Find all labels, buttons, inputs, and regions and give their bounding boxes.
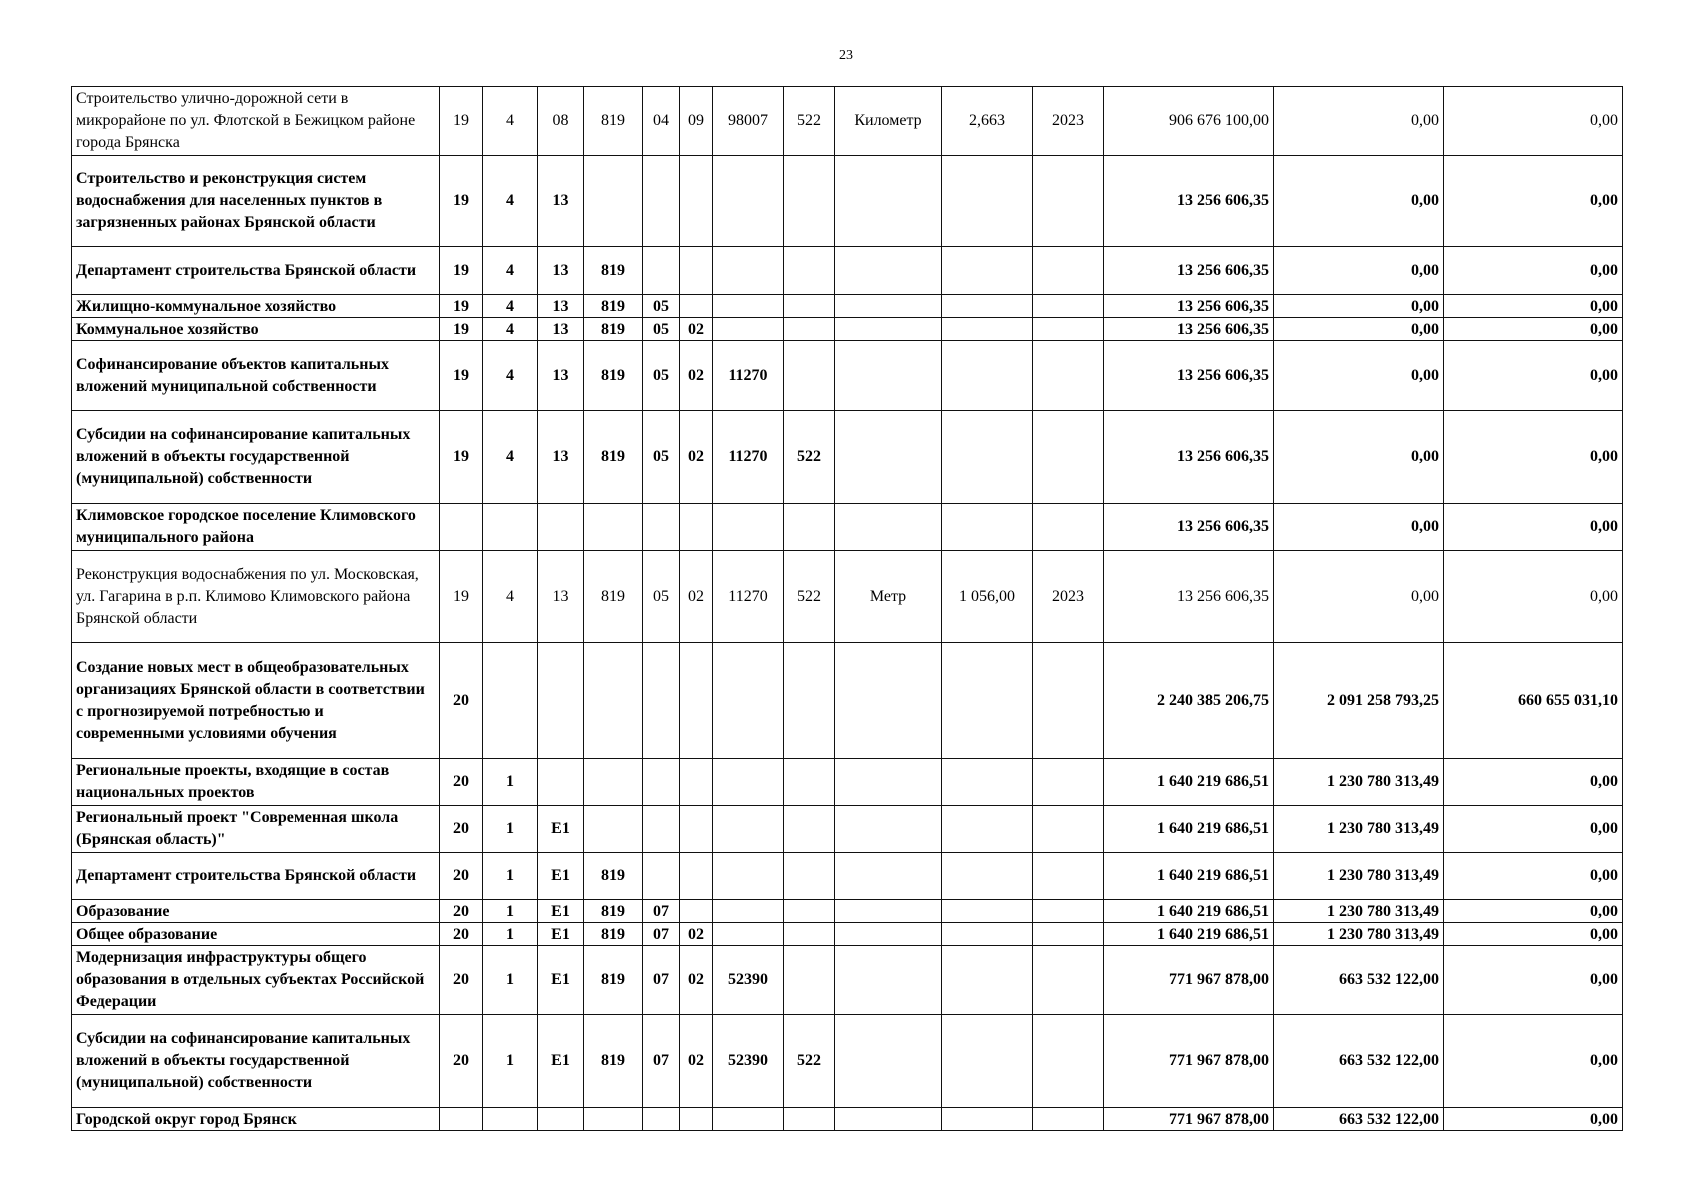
cell-unit [835,923,942,946]
cell-capacity [942,853,1033,900]
cell-expense-type [784,295,835,318]
cell-unit [835,1015,942,1108]
cell-main-event: 13 [538,411,584,504]
cell-subprogram: 4 [483,411,538,504]
cell-expense-type [784,643,835,759]
cell-amount-1: 13 256 606,35 [1104,551,1274,643]
cell-main-event [538,1108,584,1131]
cell-unit [835,643,942,759]
cell-subsection [680,156,713,247]
cell-unit [835,900,942,923]
cell-subsection: 02 [680,341,713,411]
cell-direction: 11270 [713,551,784,643]
cell-gr: 819 [584,900,643,923]
budget-table [71,86,1623,1131]
cell-amount-3: 0,00 [1444,551,1623,643]
cell-amount-3: 0,00 [1444,900,1623,923]
cell-amount-1: 13 256 606,35 [1104,411,1274,504]
cell-capacity [942,156,1033,247]
cell-expense-type [784,1108,835,1131]
cell-section: 07 [643,1015,680,1108]
cell-amount-2: 0,00 [1274,318,1444,341]
cell-amount-2: 663 532 122,00 [1274,946,1444,1015]
row-name: Строительство и реконструкция систем водоснабжения для населенных пунктов в загрязненных районах Брянской области [72,156,440,247]
cell-subprogram: 4 [483,87,538,156]
cell-capacity [942,643,1033,759]
cell-amount-3: 0,00 [1444,1108,1623,1131]
cell-section: 07 [643,923,680,946]
row-name: Модернизация инфраструктуры общего образования в отдельных субъектах Российской Федерации [72,946,440,1015]
cell-amount-3: 0,00 [1444,923,1623,946]
row-name: Коммунальное хозяйство [72,318,440,341]
cell-amount-3: 660 655 031,10 [1444,643,1623,759]
table-row [72,759,1623,806]
cell-expense-type [784,853,835,900]
cell-expense-type [784,806,835,853]
cell-capacity [942,504,1033,551]
cell-direction [713,853,784,900]
cell-unit [835,946,942,1015]
cell-amount-3: 0,00 [1444,87,1623,156]
cell-expense-type: 522 [784,87,835,156]
cell-unit [835,504,942,551]
cell-expense-type [784,759,835,806]
cell-capacity [942,759,1033,806]
cell-year [1033,806,1104,853]
cell-year [1033,247,1104,295]
cell-gr: 819 [584,946,643,1015]
cell-section: 05 [643,551,680,643]
cell-expense-type: 522 [784,411,835,504]
cell-program [440,504,483,551]
cell-subsection: 02 [680,1015,713,1108]
table-row [72,1108,1623,1131]
cell-section: 05 [643,411,680,504]
cell-unit [835,247,942,295]
cell-amount-1: 1 640 219 686,51 [1104,853,1274,900]
cell-amount-1: 1 640 219 686,51 [1104,806,1274,853]
cell-gr: 819 [584,247,643,295]
cell-capacity [942,1108,1033,1131]
cell-gr: 819 [584,551,643,643]
cell-unit: Метр [835,551,942,643]
cell-capacity [942,923,1033,946]
cell-expense-type [784,247,835,295]
cell-amount-1: 1 640 219 686,51 [1104,759,1274,806]
cell-direction: 11270 [713,411,784,504]
table-row [72,806,1623,853]
row-name: Департамент строительства Брянской области [72,247,440,295]
cell-amount-1: 906 676 100,00 [1104,87,1274,156]
cell-program: 19 [440,551,483,643]
cell-amount-1: 13 256 606,35 [1104,341,1274,411]
row-name: Строительство улично-дорожной сети в микрорайоне по ул. Флотской в Бежицком районе города Брянска [72,87,440,156]
cell-amount-2: 0,00 [1274,551,1444,643]
cell-direction [713,759,784,806]
cell-capacity [942,946,1033,1015]
cell-amount-3: 0,00 [1444,318,1623,341]
cell-amount-2: 1 230 780 313,49 [1274,853,1444,900]
cell-direction [713,1108,784,1131]
cell-subprogram: 4 [483,341,538,411]
cell-section [643,759,680,806]
table-body [72,87,1623,1131]
cell-year [1033,1015,1104,1108]
cell-program: 19 [440,341,483,411]
cell-subsection [680,643,713,759]
cell-gr [584,759,643,806]
table-row [72,504,1623,551]
cell-gr: 819 [584,411,643,504]
cell-subsection [680,247,713,295]
cell-program: 20 [440,853,483,900]
cell-capacity [942,900,1033,923]
cell-section: 05 [643,318,680,341]
cell-amount-1: 771 967 878,00 [1104,946,1274,1015]
cell-unit [835,295,942,318]
cell-gr [584,156,643,247]
cell-section: 07 [643,900,680,923]
cell-amount-1: 13 256 606,35 [1104,156,1274,247]
cell-program: 20 [440,923,483,946]
cell-expense-type [784,946,835,1015]
cell-expense-type [784,318,835,341]
cell-capacity [942,247,1033,295]
table-row [72,341,1623,411]
cell-unit [835,759,942,806]
cell-amount-2: 0,00 [1274,295,1444,318]
cell-expense-type [784,341,835,411]
cell-expense-type: 522 [784,1015,835,1108]
cell-expense-type: 522 [784,551,835,643]
cell-gr: 819 [584,87,643,156]
cell-amount-3: 0,00 [1444,156,1623,247]
cell-amount-1: 13 256 606,35 [1104,295,1274,318]
cell-capacity [942,411,1033,504]
cell-subprogram [483,1108,538,1131]
cell-amount-1: 1 640 219 686,51 [1104,900,1274,923]
table-row [72,87,1623,156]
cell-capacity: 1 056,00 [942,551,1033,643]
cell-direction: 98007 [713,87,784,156]
cell-direction [713,295,784,318]
cell-main-event: E1 [538,806,584,853]
row-name: Софинансирование объектов капитальных вложений муниципальной собственности [72,341,440,411]
cell-amount-3: 0,00 [1444,806,1623,853]
cell-subprogram [483,643,538,759]
cell-unit [835,318,942,341]
cell-amount-3: 0,00 [1444,247,1623,295]
cell-year [1033,504,1104,551]
cell-section [643,853,680,900]
cell-program: 19 [440,411,483,504]
cell-direction [713,156,784,247]
cell-main-event: E1 [538,946,584,1015]
cell-subprogram: 4 [483,295,538,318]
row-name: Региональный проект "Современная школа (Брянская область)" [72,806,440,853]
cell-amount-1: 771 967 878,00 [1104,1108,1274,1131]
row-name: Реконструкция водоснабжения по ул. Московская, ул. Гагарина в р.п. Климово Климовского района Брянской области [72,551,440,643]
cell-main-event: 08 [538,87,584,156]
cell-subsection [680,504,713,551]
cell-subsection [680,853,713,900]
cell-subprogram: 4 [483,247,538,295]
cell-main-event [538,504,584,551]
cell-capacity: 2,663 [942,87,1033,156]
row-name: Субсидии на софинансирование капитальных вложений в объекты государственной (муниципальной) собственности [72,411,440,504]
row-name: Жилищно-коммунальное хозяйство [72,295,440,318]
cell-unit [835,156,942,247]
cell-subsection [680,759,713,806]
cell-year [1033,923,1104,946]
table-row [72,1015,1623,1108]
cell-section: 07 [643,946,680,1015]
page-number: 23 [839,48,853,63]
cell-subprogram: 1 [483,806,538,853]
cell-expense-type [784,504,835,551]
cell-subsection [680,806,713,853]
cell-main-event [538,643,584,759]
cell-subprogram: 4 [483,551,538,643]
cell-direction: 11270 [713,341,784,411]
cell-subsection: 02 [680,551,713,643]
cell-program: 20 [440,946,483,1015]
cell-year [1033,643,1104,759]
cell-program: 19 [440,156,483,247]
cell-gr: 819 [584,295,643,318]
cell-section [643,1108,680,1131]
cell-year [1033,156,1104,247]
cell-main-event: 13 [538,295,584,318]
cell-main-event: E1 [538,923,584,946]
cell-main-event: E1 [538,900,584,923]
cell-section: 05 [643,341,680,411]
table-row [72,411,1623,504]
cell-gr [584,504,643,551]
cell-year [1033,411,1104,504]
row-name: Департамент строительства Брянской области [72,853,440,900]
cell-amount-1: 13 256 606,35 [1104,318,1274,341]
cell-main-event: E1 [538,1015,584,1108]
cell-amount-1: 13 256 606,35 [1104,504,1274,551]
cell-amount-1: 1 640 219 686,51 [1104,923,1274,946]
cell-program: 20 [440,806,483,853]
cell-year [1033,853,1104,900]
cell-subprogram: 4 [483,318,538,341]
row-name: Городской округ город Брянск [72,1108,440,1131]
cell-direction [713,504,784,551]
table-row [72,853,1623,900]
cell-subsection: 02 [680,946,713,1015]
cell-program: 20 [440,900,483,923]
cell-gr [584,806,643,853]
cell-section: 04 [643,87,680,156]
cell-direction [713,318,784,341]
cell-amount-3: 0,00 [1444,1015,1623,1108]
cell-subprogram [483,504,538,551]
cell-direction [713,923,784,946]
row-name: Климовское городское поселение Климовского муниципального района [72,504,440,551]
cell-year [1033,318,1104,341]
cell-main-event [538,759,584,806]
cell-unit [835,1108,942,1131]
cell-year [1033,1108,1104,1131]
table-row [72,551,1623,643]
cell-year [1033,341,1104,411]
cell-subprogram: 1 [483,1015,538,1108]
cell-section [643,504,680,551]
cell-amount-3: 0,00 [1444,341,1623,411]
cell-capacity [942,1015,1033,1108]
cell-amount-3: 0,00 [1444,295,1623,318]
cell-subsection: 02 [680,318,713,341]
cell-program: 19 [440,295,483,318]
cell-amount-3: 0,00 [1444,411,1623,504]
cell-section [643,247,680,295]
cell-gr: 819 [584,1015,643,1108]
cell-main-event: 13 [538,318,584,341]
cell-amount-2: 1 230 780 313,49 [1274,806,1444,853]
table-row [72,923,1623,946]
table-row [72,318,1623,341]
cell-direction [713,247,784,295]
cell-section [643,806,680,853]
cell-unit [835,411,942,504]
row-name: Создание новых мест в общеобразовательных организациях Брянской области в соответствии с прогнозируемой потребностью и современными условиями обучения [72,643,440,759]
cell-gr [584,1108,643,1131]
cell-amount-2: 663 532 122,00 [1274,1015,1444,1108]
table-row [72,643,1623,759]
cell-unit [835,806,942,853]
table-row [72,900,1623,923]
cell-main-event: 13 [538,247,584,295]
cell-main-event: 13 [538,551,584,643]
cell-section: 05 [643,295,680,318]
cell-subprogram: 1 [483,946,538,1015]
cell-expense-type [784,900,835,923]
cell-year: 2023 [1033,551,1104,643]
cell-program: 20 [440,643,483,759]
cell-gr: 819 [584,923,643,946]
cell-subsection: 02 [680,923,713,946]
cell-amount-1: 13 256 606,35 [1104,247,1274,295]
cell-amount-2: 663 532 122,00 [1274,1108,1444,1131]
cell-expense-type [784,156,835,247]
cell-gr [584,643,643,759]
row-name: Региональные проекты, входящие в состав национальных проектов [72,759,440,806]
cell-amount-2: 1 230 780 313,49 [1274,759,1444,806]
cell-amount-3: 0,00 [1444,946,1623,1015]
cell-amount-2: 0,00 [1274,411,1444,504]
cell-capacity [942,318,1033,341]
cell-gr: 819 [584,853,643,900]
cell-subprogram: 1 [483,759,538,806]
cell-capacity [942,295,1033,318]
cell-amount-2: 0,00 [1274,341,1444,411]
cell-expense-type [784,923,835,946]
cell-section [643,156,680,247]
row-name: Субсидии на софинансирование капитальных вложений в объекты государственной (муниципальной) собственности [72,1015,440,1108]
cell-amount-1: 771 967 878,00 [1104,1015,1274,1108]
cell-year [1033,946,1104,1015]
cell-amount-2: 0,00 [1274,87,1444,156]
cell-amount-2: 1 230 780 313,49 [1274,923,1444,946]
cell-section [643,643,680,759]
cell-year: 2023 [1033,87,1104,156]
cell-main-event: 13 [538,341,584,411]
cell-amount-3: 0,00 [1444,853,1623,900]
cell-subsection: 02 [680,411,713,504]
cell-program [440,1108,483,1131]
cell-subsection [680,900,713,923]
cell-main-event: 13 [538,156,584,247]
table-row [72,156,1623,247]
cell-program: 20 [440,759,483,806]
cell-year [1033,295,1104,318]
cell-subprogram: 1 [483,853,538,900]
row-name: Общее образование [72,923,440,946]
cell-direction: 52390 [713,1015,784,1108]
table-row [72,946,1623,1015]
cell-amount-2: 1 230 780 313,49 [1274,900,1444,923]
cell-subsection: 09 [680,87,713,156]
cell-amount-1: 2 240 385 206,75 [1104,643,1274,759]
cell-subprogram: 1 [483,923,538,946]
cell-program: 19 [440,87,483,156]
cell-amount-2: 2 091 258 793,25 [1274,643,1444,759]
cell-subprogram: 4 [483,156,538,247]
cell-unit: Километр [835,87,942,156]
cell-gr: 819 [584,318,643,341]
cell-subprogram: 1 [483,900,538,923]
table-row [72,247,1623,295]
cell-main-event: E1 [538,853,584,900]
cell-amount-2: 0,00 [1274,247,1444,295]
cell-direction: 52390 [713,946,784,1015]
cell-amount-2: 0,00 [1274,156,1444,247]
cell-subsection [680,1108,713,1131]
cell-amount-3: 0,00 [1444,504,1623,551]
cell-capacity [942,341,1033,411]
cell-subsection [680,295,713,318]
cell-year [1033,900,1104,923]
row-name: Образование [72,900,440,923]
cell-gr: 819 [584,341,643,411]
cell-amount-2: 0,00 [1274,504,1444,551]
cell-direction [713,643,784,759]
cell-program: 19 [440,318,483,341]
cell-direction [713,900,784,923]
cell-capacity [942,806,1033,853]
cell-unit [835,341,942,411]
cell-direction [713,806,784,853]
table-row [72,295,1623,318]
cell-unit [835,853,942,900]
cell-amount-3: 0,00 [1444,759,1623,806]
cell-year [1033,759,1104,806]
cell-program: 19 [440,247,483,295]
cell-program: 20 [440,1015,483,1108]
